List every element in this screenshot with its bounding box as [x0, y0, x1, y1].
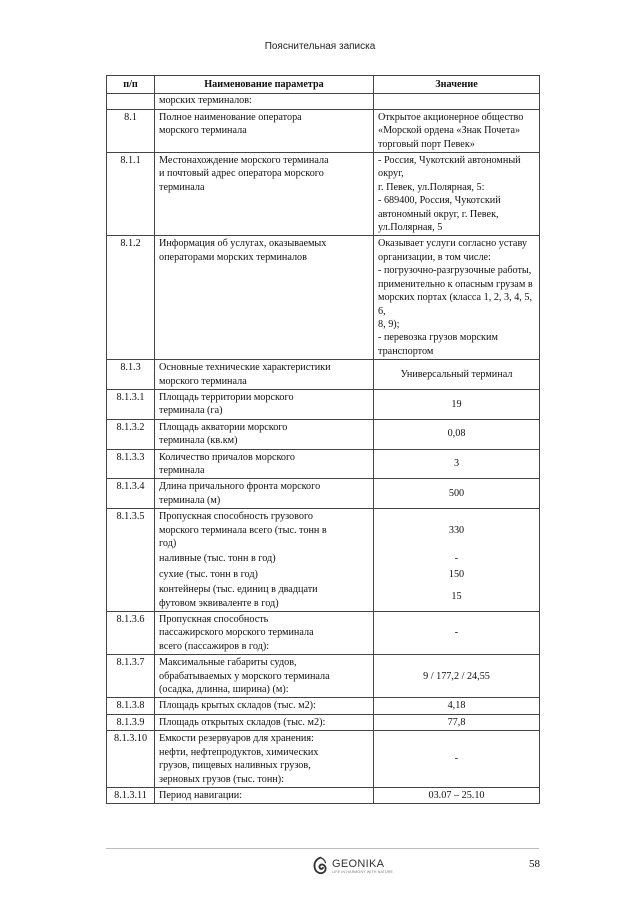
table-body [107, 94, 540, 804]
name-line: сухие (тыс. тонн в год) [159, 568, 258, 580]
value-line: - Россия, Чукотский автономный округ, [378, 155, 521, 180]
value-line: - 689400, Россия, Чукотский [378, 195, 501, 207]
column-header-name: Наименование параметра [155, 76, 374, 94]
row-value-cell [374, 236, 540, 360]
name-line: год) [159, 538, 177, 549]
table-row [107, 153, 540, 236]
row-name-cell [155, 698, 374, 714]
row-number-cell: 8.1.3.4 [107, 479, 155, 509]
parameters-table [106, 75, 540, 804]
row-value-cell: Универсальный терминал [374, 360, 540, 390]
row-value-cell: 77,8 [374, 714, 540, 730]
value-line: г. Певек, ул.Полярная, 5: [378, 181, 485, 193]
value-line: Оказывает услуги согласно уставу [378, 238, 527, 250]
name-line: операторами морских терминалов [159, 251, 307, 263]
table-row [107, 509, 540, 552]
continuation-value-cell [374, 94, 540, 109]
row-name-cell [155, 582, 374, 611]
row-number-cell: 8.1.1 [107, 153, 155, 236]
row-value-cell [374, 153, 540, 236]
name-line: грузов, пищевых наливных грузов, [159, 760, 311, 772]
row-name-cell [155, 655, 374, 698]
row-name-cell [155, 236, 374, 360]
name-line: Максимальные габариты судов, [159, 657, 297, 669]
row-value-cell: - [374, 612, 540, 655]
row-name-cell [155, 731, 374, 788]
name-line: пассажирского морского терминала [159, 627, 314, 639]
name-line: Местонахождение морского терминала [159, 155, 329, 167]
row-value-cell: 330 [374, 509, 540, 552]
table-row [107, 612, 540, 655]
column-header-value: Значение [374, 76, 540, 94]
row-number-cell: 8.1.3.11 [107, 787, 155, 803]
column-header-number: п/п [107, 76, 155, 94]
row-number-cell: 8.1.3.9 [107, 714, 155, 730]
row-value-cell: 3 [374, 449, 540, 479]
name-line: Площадь крытых складов (тыс. м2): [159, 700, 316, 712]
row-name-cell [155, 419, 374, 449]
table-header-row [107, 76, 540, 94]
row-number-cell: 8.1.3 [107, 360, 155, 390]
row-number-cell: 8.1.3.10 [107, 731, 155, 788]
row-number-cell: 8.1.3.8 [107, 698, 155, 714]
name-line: Информация об услугах, оказываемых [159, 238, 327, 250]
name-line: Основные технические характеристики [159, 362, 331, 374]
table-row [107, 582, 540, 611]
row-value-cell: 03.07 – 25.10 [374, 787, 540, 803]
row-number-cell: 8.1.3.7 [107, 655, 155, 698]
row-name-cell [155, 787, 374, 803]
row-value-cell: 4,18 [374, 698, 540, 714]
table-row [107, 109, 540, 152]
row-number-cell: 8.1.3.3 [107, 449, 155, 479]
name-line: терминала [159, 464, 205, 476]
row-name-cell [155, 551, 374, 566]
name-line: морского терминала всего (тыс. тонн в [159, 524, 327, 536]
geonika-swirl-icon [312, 856, 329, 876]
row-value-cell: 150 [374, 567, 540, 582]
name-line: Пропускная способность [159, 614, 269, 626]
name-line: (осадка, длинна, ширина) (м): [159, 684, 289, 696]
value-line: организации, в том числе: [378, 251, 491, 263]
row-value-cell: 9 / 177,2 / 24,55 [374, 655, 540, 698]
name-line: морского терминала [159, 375, 247, 387]
row-value-cell: 15 [374, 582, 540, 611]
name-line: терминала (кв.км) [159, 435, 238, 447]
row-number-cell: 8.1.3.5 [107, 509, 155, 612]
value-line: «Морской ордена «Знак Почета» [378, 125, 521, 137]
table-row [107, 389, 540, 419]
table-row [107, 567, 540, 582]
row-value-cell: 19 [374, 389, 540, 419]
name-line: Количество причалов морского [159, 451, 296, 463]
row-name-cell [155, 449, 374, 479]
table-row [107, 698, 540, 714]
name-line: наливные (тыс. тонн в год) [159, 553, 276, 565]
name-line: и почтовый адрес оператора морского [159, 168, 324, 180]
table-row [107, 787, 540, 803]
name-line: Емкости резервуаров для хранения: [159, 733, 314, 745]
row-value-cell [374, 109, 540, 152]
row-number-cell: 8.1.3.6 [107, 612, 155, 655]
name-line: Полное наименование оператора [159, 111, 302, 123]
logo-text [332, 858, 393, 875]
value-line: ул.Полярная, 5 [378, 222, 443, 234]
logo-tagline: LIFE IN HARMONY WITH NATURE [332, 869, 394, 874]
name-line: Длина причального фронта морского [159, 481, 321, 493]
table-row [107, 360, 540, 390]
page-number: 58 [529, 858, 540, 870]
value-line: торговый порт Певек» [378, 138, 475, 150]
row-value-cell: 500 [374, 479, 540, 509]
row-name-cell [155, 509, 374, 552]
name-line: терминала [159, 181, 205, 193]
table-row [107, 714, 540, 730]
value-line: - погрузочно-разгрузочные работы, [378, 265, 532, 277]
footer-divider [106, 848, 539, 849]
name-line: контейнеры (тыс. единиц в двадцати [159, 584, 318, 596]
row-name-cell [155, 714, 374, 730]
name-line: обрабатываемых у морского терминала [159, 670, 330, 682]
value-line: - перевозка грузов морским [378, 332, 498, 344]
name-line: Пропускная способность грузового [159, 511, 313, 523]
row-name-cell [155, 479, 374, 509]
row-value-cell: 0,08 [374, 419, 540, 449]
row-name-cell [155, 612, 374, 655]
table-row [107, 236, 540, 360]
continuation-number-cell [107, 94, 155, 109]
continuation-row [107, 94, 540, 109]
table-row [107, 449, 540, 479]
value-line: морских портах (класса 1, 2, 3, 4, 5, 6, [378, 292, 533, 317]
row-name-cell [155, 153, 374, 236]
table-row [107, 731, 540, 788]
row-name-cell [155, 389, 374, 419]
row-number-cell: 8.1 [107, 109, 155, 152]
name-line: Площадь акватории морского [159, 421, 288, 433]
row-number-cell: 8.1.3.2 [107, 419, 155, 449]
name-line: Площадь открытых складов (тыс. м2): [159, 716, 326, 728]
row-name-cell [155, 567, 374, 582]
row-number-cell: 8.1.3.1 [107, 389, 155, 419]
row-name-cell [155, 109, 374, 152]
name-line: Период навигации: [159, 789, 243, 801]
row-name-cell [155, 360, 374, 390]
name-line: всего (пассажиров в год): [159, 640, 270, 652]
name-line: Площадь территории морского [159, 391, 294, 403]
value-line: транспортом [378, 345, 434, 357]
row-number-cell: 8.1.2 [107, 236, 155, 360]
name-line: зерновых грузов (тыс. тонн): [159, 773, 284, 785]
name-line: терминала (м) [159, 494, 221, 506]
name-line: терминала (га) [159, 405, 223, 417]
page-header-title: Пояснительная записка [264, 41, 376, 52]
value-line: 8, 9); [378, 318, 400, 330]
row-value-cell: - [374, 731, 540, 788]
row-value-cell: - [374, 551, 540, 566]
value-line: применительно к опасным грузам в [378, 278, 533, 290]
name-line: футовом эквиваленте в год) [159, 597, 279, 609]
name-line: морского терминала [159, 125, 247, 137]
table-row [107, 479, 540, 509]
value-line: автономный округ, г. Певек, [378, 208, 499, 220]
table-row [107, 655, 540, 698]
value-line: Открытое акционерное общество [378, 111, 524, 123]
name-line: нефти, нефтепродуктов, химических [159, 746, 319, 758]
logo-name: GEONIKA [332, 857, 385, 870]
continuation-name-cell: морских терминалов: [155, 94, 374, 109]
table-row [107, 551, 540, 566]
company-logo [312, 855, 393, 877]
table-row [107, 419, 540, 449]
